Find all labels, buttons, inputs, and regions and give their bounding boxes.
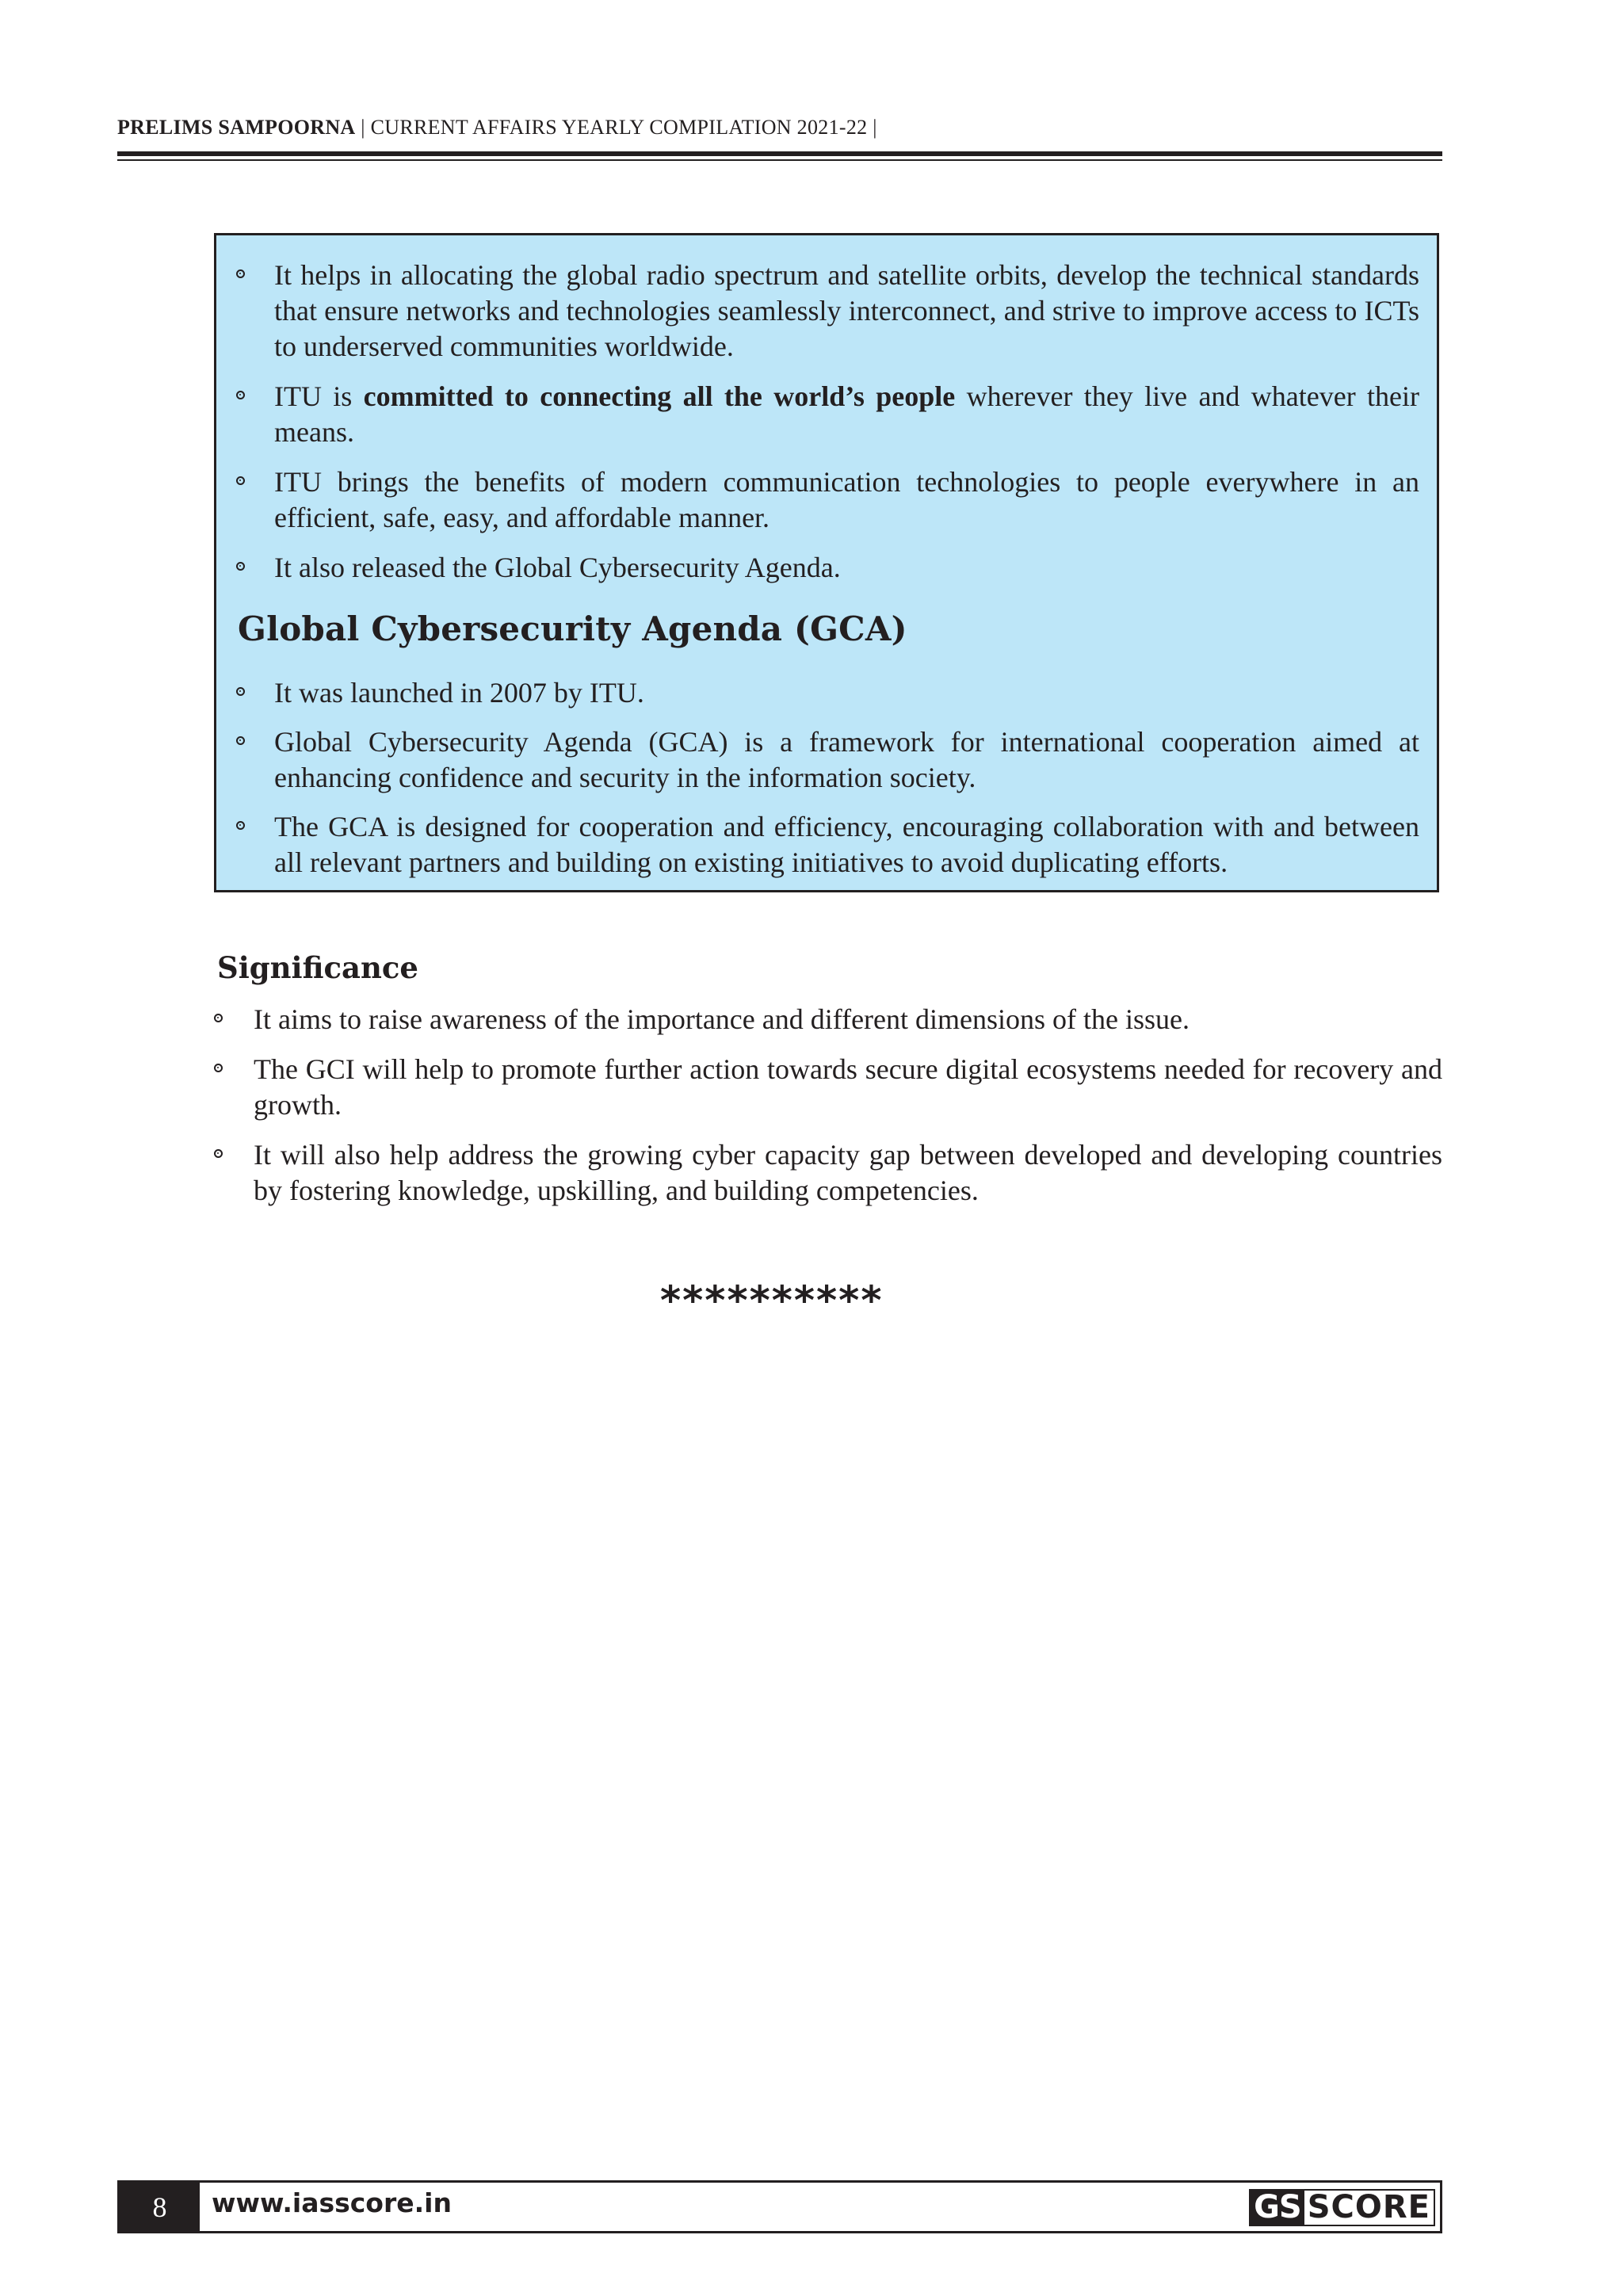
list-item: It was launched in 2007 by ITU. [236,675,1419,711]
significance-heading: Significance [217,950,418,985]
list-item: The GCA is designed for cooperation and efficiency, encouraging collaboration with and between all relevant partners and building on existing initiatives to avoid duplicating efforts. [236,809,1419,881]
gca-bullet-list [236,675,1419,894]
significance-bullet-list [214,1002,1442,1223]
gsscore-logo [1249,2189,1435,2226]
header-brand: PRELIMS SAMPOORNA [117,116,356,139]
bullet-icon [236,562,245,571]
page-footer [117,2180,1442,2233]
bullet-icon [236,269,245,278]
bullet-icon [214,1149,223,1158]
itu-info-box [214,233,1439,892]
logo-gs-part: GS [1251,2191,1304,2225]
list-item: ITU is committed to connecting all the world’s people wherever they live and whatever their means. [236,379,1419,450]
emphasis-text: committed to connecting all the world’s people [363,380,956,412]
itu-bullet-list [236,258,1419,600]
section-separator: ********** [660,1278,884,1324]
list-item: It will also help address the growing cyber capacity gap between developed and developing countries by fostering knowledge, upskilling, and building competencies. [214,1137,1442,1209]
list-item: It helps in allocating the global radio spectrum and satellite orbits, develop the technical standards that ensure networks and technologies seamlessly interconnect, and strive to improve access to ICTs to underserved communities worldwide. [236,258,1419,365]
bullet-icon [236,391,245,399]
running-header [117,116,1442,139]
list-item: Global Cybersecurity Agenda (GCA) is a framework for international cooperation aimed at enhancing confidence and security in the information society. [236,724,1419,796]
page-number: 8 [120,2183,200,2231]
bullet-icon [236,821,245,830]
bullet-icon [214,1064,223,1072]
list-item: ITU brings the benefits of modern communication technologies to people everywhere in an efficient, safe, easy, and affordable manner. [236,464,1419,536]
list-item: It also released the Global Cybersecurity Agenda. [236,550,1419,586]
gca-heading: Global Cybersecurity Agenda (GCA) [238,609,907,648]
list-item: It aims to raise awareness of the importance and different dimensions of the issue. [214,1002,1442,1037]
logo-score-part: SCORE [1307,2189,1430,2225]
bullet-icon [214,1014,223,1022]
header-subtitle: | CURRENT AFFAIRS YEARLY COMPILATION 2021-22 | [355,116,877,139]
bullet-icon [236,476,245,485]
website-link[interactable]: www.iasscore.in [212,2187,452,2218]
bullet-icon [236,736,245,745]
list-item: The GCI will help to promote further action towards secure digital ecosystems needed for recovery and growth. [214,1052,1442,1123]
header-rule-thin [117,159,1442,161]
bullet-icon [236,687,245,696]
header-rule [117,151,1442,156]
